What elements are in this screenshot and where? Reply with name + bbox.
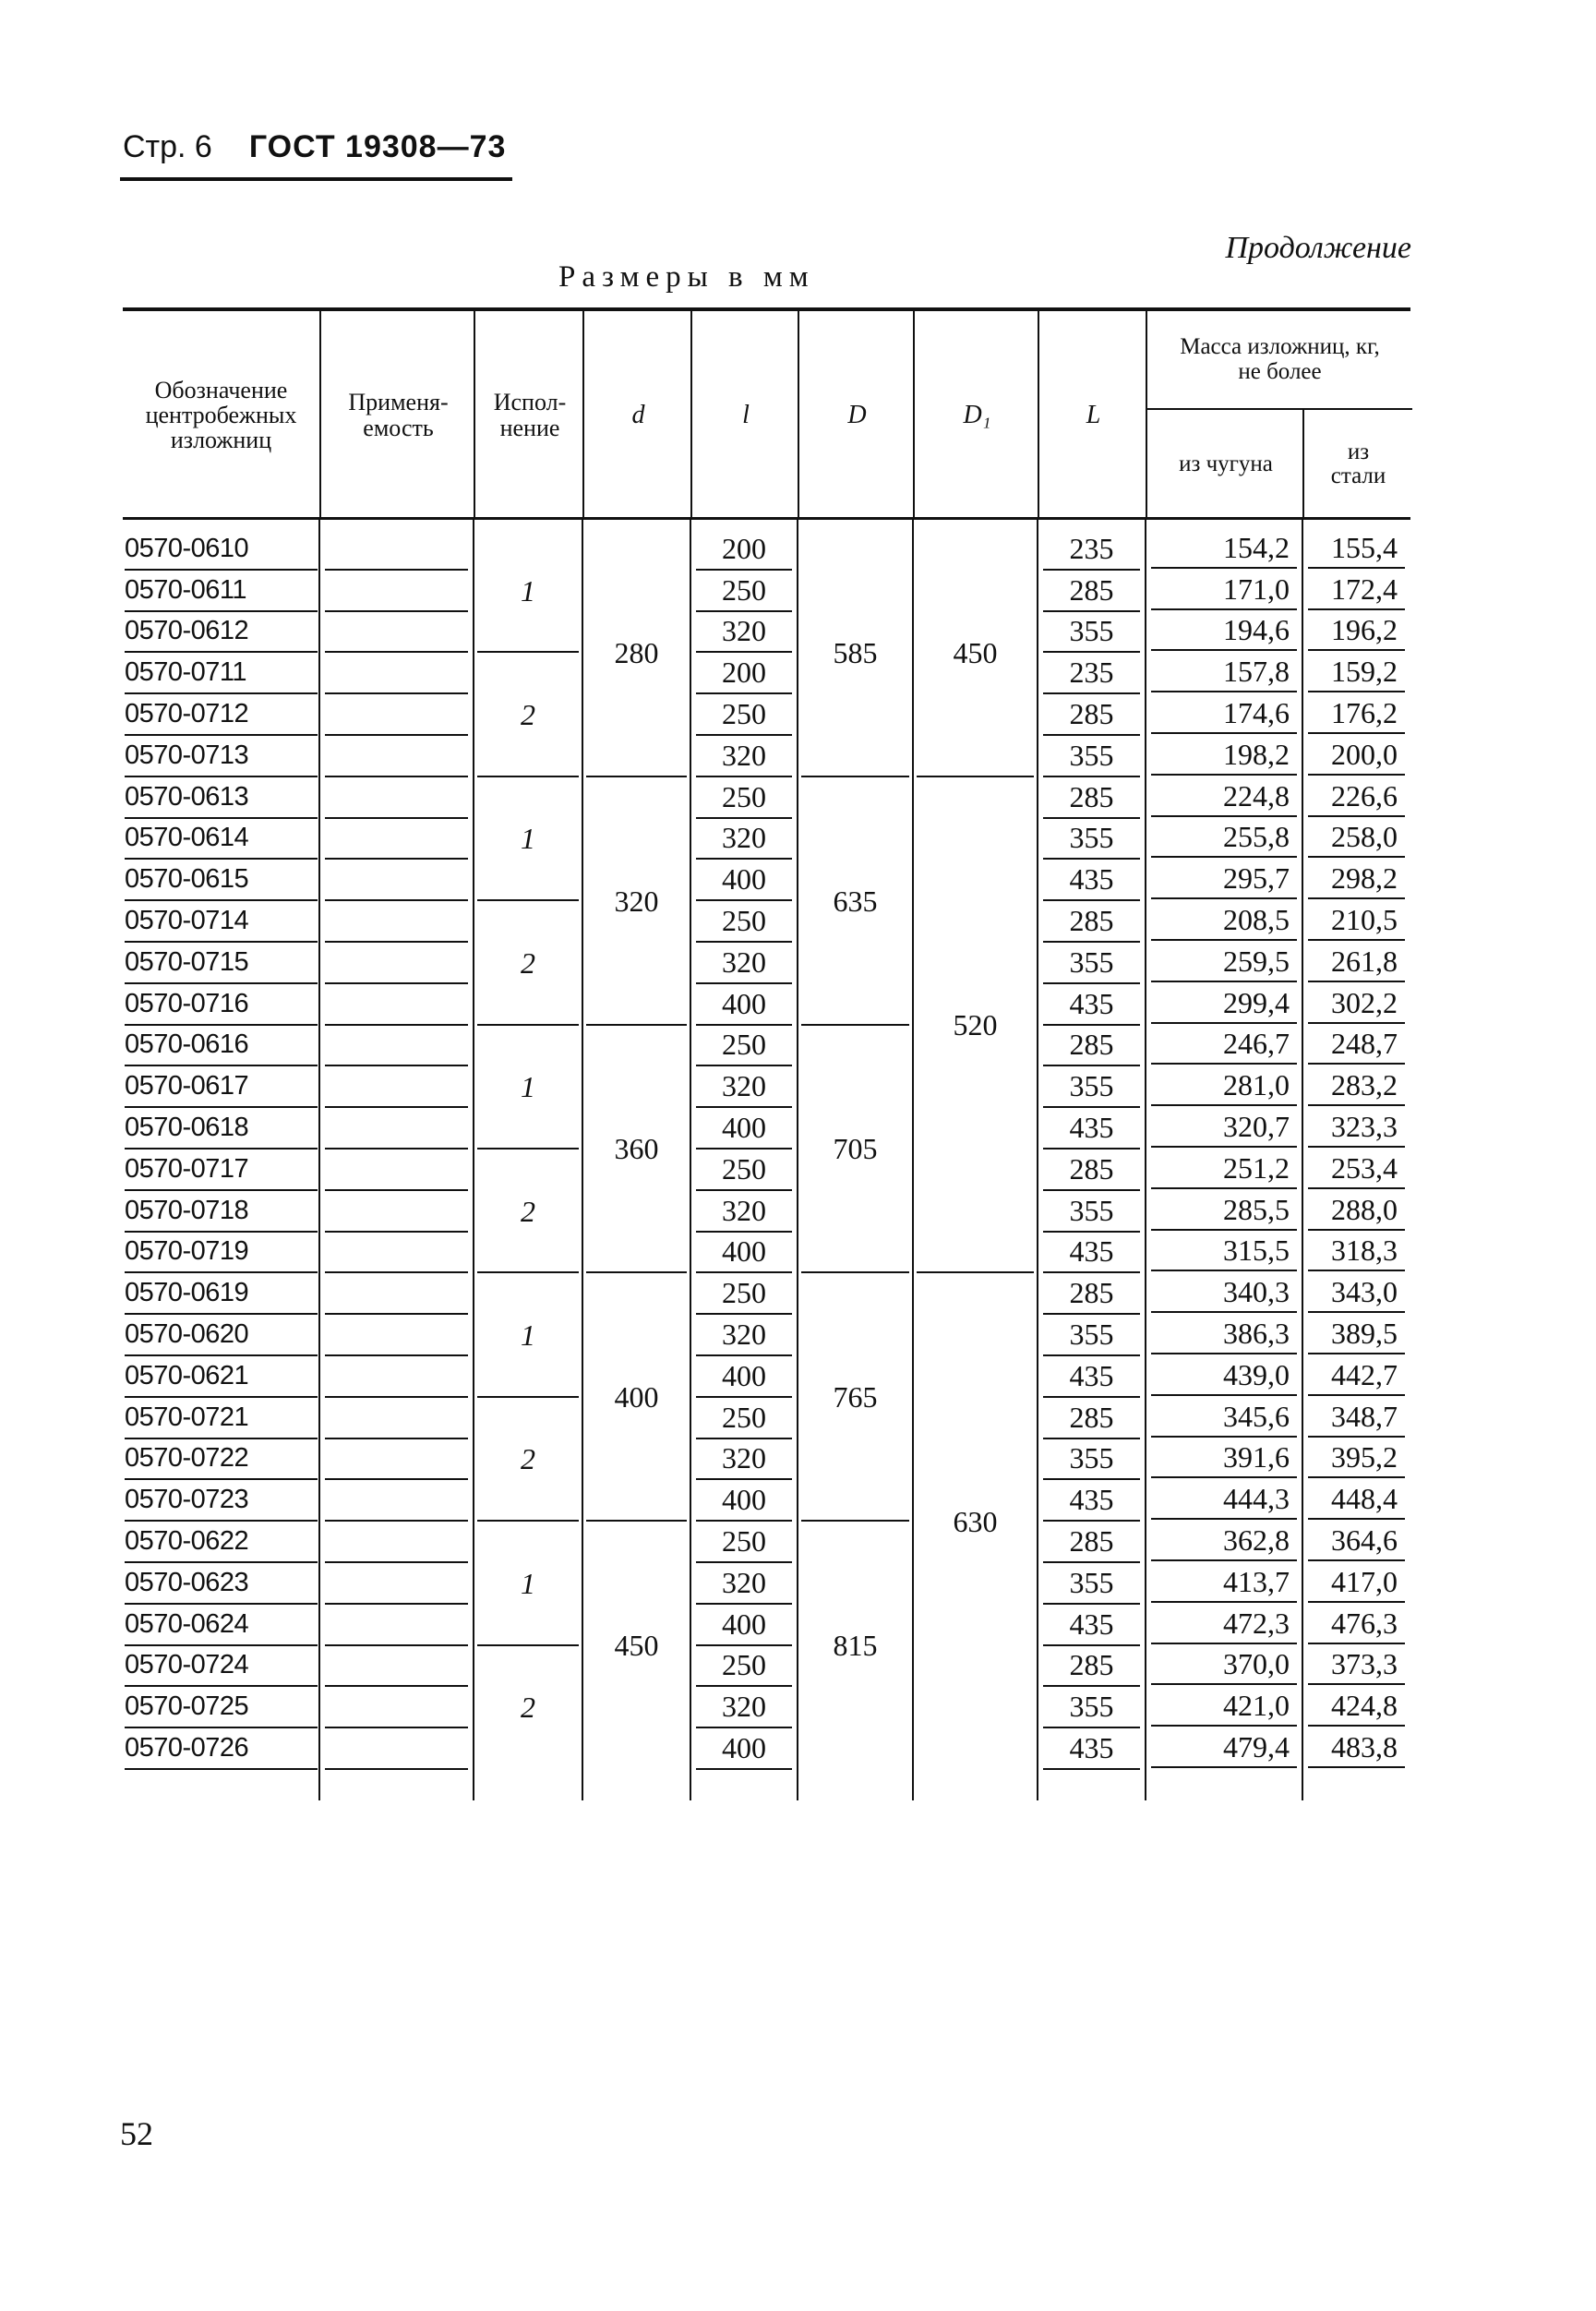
row-mass-iron: 439,0 [1151, 1356, 1297, 1396]
row-applicability [325, 1315, 468, 1356]
col-mass-iron-header [1146, 410, 1304, 519]
row-applicability [325, 612, 468, 654]
row-L-value: 355 [1043, 1315, 1140, 1356]
version-value: 1 [521, 573, 535, 608]
row-mass-iron: 370,0 [1151, 1646, 1297, 1686]
col-d-label: d [631, 400, 645, 429]
row-mass-steel: 302,2 [1308, 984, 1405, 1024]
row-designation: 0570-0622 [125, 1522, 318, 1563]
version-value: 1 [521, 1318, 535, 1353]
row-designation: 0570-0624 [125, 1605, 318, 1646]
row-L-value: 435 [1043, 1108, 1140, 1149]
row-designation: 0570-0723 [125, 1480, 318, 1522]
row-applicability [325, 1026, 468, 1067]
row-applicability [325, 653, 468, 694]
row-l-value: 320 [696, 1191, 792, 1233]
row-mass-iron: 295,7 [1151, 860, 1297, 899]
header-rule [120, 177, 512, 181]
row-applicability [325, 1191, 468, 1233]
row-l-value: 200 [696, 653, 792, 694]
col-mass-label: Масса изложниц, кг, не более [1180, 334, 1380, 384]
row-l-value: 320 [696, 736, 792, 777]
table-body [123, 520, 1410, 1800]
row-mass-iron: 285,5 [1151, 1191, 1297, 1231]
col-l-label: l [742, 400, 750, 429]
row-applicability [325, 1273, 468, 1315]
row-mass-steel: 343,0 [1308, 1273, 1405, 1313]
row-mass-iron: 340,3 [1151, 1273, 1297, 1313]
row-designation: 0570-0713 [125, 736, 318, 777]
row-designation: 0570-0610 [125, 529, 318, 571]
row-designation: 0570-0726 [125, 1728, 318, 1770]
row-designation: 0570-0620 [125, 1315, 318, 1356]
d-value: 280 [614, 635, 659, 669]
row-designation: 0570-0621 [125, 1356, 318, 1398]
row-mass-steel: 348,7 [1308, 1398, 1405, 1438]
row-mass-steel: 288,0 [1308, 1191, 1405, 1231]
version-value: 2 [521, 698, 535, 732]
row-mass-steel: 253,4 [1308, 1149, 1405, 1189]
row-L-value: 285 [1043, 694, 1140, 736]
row-applicability [325, 529, 468, 571]
row-mass-iron: 479,4 [1151, 1728, 1297, 1768]
row-L-value: 235 [1043, 529, 1140, 571]
row-mass-steel: 323,3 [1308, 1108, 1405, 1148]
row-L-value: 435 [1043, 1480, 1140, 1522]
row-l-value: 200 [696, 529, 792, 571]
row-l-value: 250 [696, 1398, 792, 1439]
row-mass-iron: 315,5 [1151, 1233, 1297, 1272]
standard-number: ГОСТ 19308—73 [248, 129, 507, 164]
row-L-value: 435 [1043, 1728, 1140, 1770]
row-mass-steel: 298,2 [1308, 860, 1405, 899]
row-mass-iron: 224,8 [1151, 777, 1297, 817]
row-mass-iron: 171,0 [1151, 571, 1297, 610]
d-value: 320 [614, 884, 659, 918]
col-d-header [582, 311, 692, 519]
column-divider [318, 520, 320, 1800]
version-value: 1 [521, 1566, 535, 1600]
row-designation: 0570-0717 [125, 1149, 318, 1191]
row-L-value: 435 [1043, 1356, 1140, 1398]
row-applicability [325, 860, 468, 901]
col-D-header [798, 311, 915, 519]
row-designation: 0570-0612 [125, 612, 318, 654]
row-l-value: 250 [696, 1149, 792, 1191]
row-L-value: 435 [1043, 984, 1140, 1026]
row-mass-steel: 442,7 [1308, 1356, 1405, 1396]
page-number: 52 [120, 2115, 153, 2152]
row-l-value: 320 [696, 1066, 792, 1108]
page-label: Стр. 6 [123, 129, 212, 164]
row-designation: 0570-0619 [125, 1273, 318, 1315]
page-header [123, 129, 506, 165]
row-mass-steel: 258,0 [1308, 819, 1405, 859]
row-mass-steel: 389,5 [1308, 1315, 1405, 1354]
row-mass-iron: 194,6 [1151, 612, 1297, 652]
col-designation-header [123, 311, 319, 519]
D1-value: 520 [953, 1008, 998, 1042]
D-value: 815 [833, 1629, 878, 1663]
row-mass-steel: 476,3 [1308, 1605, 1405, 1644]
row-applicability [325, 1439, 468, 1481]
row-l-value: 400 [696, 984, 792, 1026]
row-mass-iron: 255,8 [1151, 819, 1297, 859]
row-designation: 0570-0615 [125, 860, 318, 901]
row-mass-steel: 155,4 [1308, 529, 1405, 569]
row-mass-iron: 413,7 [1151, 1563, 1297, 1603]
col-D1-header [913, 311, 1039, 519]
row-mass-iron: 362,8 [1151, 1522, 1297, 1561]
row-applicability [325, 943, 468, 984]
version-value: 2 [521, 1442, 535, 1476]
row-designation: 0570-0714 [125, 901, 318, 943]
row-l-value: 320 [696, 943, 792, 984]
row-mass-iron: 154,2 [1151, 529, 1297, 569]
row-mass-steel: 424,8 [1308, 1687, 1405, 1727]
row-designation: 0570-0716 [125, 984, 318, 1026]
column-divider [473, 520, 474, 1800]
row-mass-iron: 320,7 [1151, 1108, 1297, 1148]
row-l-value: 250 [696, 571, 792, 612]
row-L-value: 285 [1043, 777, 1140, 819]
row-mass-steel: 159,2 [1308, 653, 1405, 692]
col-L-header [1038, 311, 1147, 519]
row-applicability [325, 1605, 468, 1646]
col-mass-steel-header [1302, 410, 1412, 519]
row-applicability [325, 571, 468, 612]
row-applicability [325, 1687, 468, 1728]
row-L-value: 355 [1043, 1563, 1140, 1605]
row-L-value: 285 [1043, 1026, 1140, 1067]
row-applicability [325, 1646, 468, 1688]
row-applicability [325, 694, 468, 736]
row-l-value: 250 [696, 777, 792, 819]
row-designation: 0570-0623 [125, 1563, 318, 1605]
column-divider [1037, 520, 1038, 1800]
row-designation: 0570-0711 [125, 653, 318, 694]
row-designation: 0570-0721 [125, 1398, 318, 1439]
row-designation: 0570-0722 [125, 1439, 318, 1481]
d-value: 360 [614, 1132, 659, 1166]
row-L-value: 285 [1043, 901, 1140, 943]
row-applicability [325, 1066, 468, 1108]
row-L-value: 285 [1043, 1522, 1140, 1563]
row-applicability [325, 1356, 468, 1398]
row-mass-steel: 395,2 [1308, 1439, 1405, 1479]
row-mass-iron: 198,2 [1151, 736, 1297, 776]
row-mass-steel: 226,6 [1308, 777, 1405, 817]
column-divider [797, 520, 798, 1800]
row-applicability [325, 984, 468, 1026]
row-designation: 0570-0616 [125, 1026, 318, 1067]
row-mass-steel: 248,7 [1308, 1026, 1405, 1065]
row-mass-iron: 444,3 [1151, 1480, 1297, 1520]
row-l-value: 320 [696, 1315, 792, 1356]
col-l-header [690, 311, 799, 519]
col-version-header [474, 311, 584, 519]
col-mass-steel-label: из стали [1330, 439, 1386, 488]
row-designation: 0570-0618 [125, 1108, 318, 1149]
row-L-value: 435 [1043, 860, 1140, 901]
row-mass-steel: 210,5 [1308, 901, 1405, 941]
row-mass-steel: 200,0 [1308, 736, 1405, 776]
continuation-label: Продолжение [1225, 231, 1411, 265]
row-l-value: 250 [696, 1646, 792, 1688]
col-version-label: Испол-нение [493, 389, 567, 441]
row-L-value: 285 [1043, 571, 1140, 612]
row-applicability [325, 777, 468, 819]
row-applicability [325, 1233, 468, 1274]
row-l-value: 250 [696, 901, 792, 943]
row-l-value: 320 [696, 612, 792, 654]
row-L-value: 355 [1043, 612, 1140, 654]
version-value: 1 [521, 1070, 535, 1104]
row-designation: 0570-0614 [125, 819, 318, 861]
D-value: 765 [833, 1380, 878, 1414]
row-mass-iron: 472,3 [1151, 1605, 1297, 1644]
row-mass-steel: 261,8 [1308, 943, 1405, 982]
row-mass-iron: 345,6 [1151, 1398, 1297, 1438]
row-mass-steel: 318,3 [1308, 1233, 1405, 1272]
D1-value: 450 [953, 635, 998, 669]
version-value: 2 [521, 1194, 535, 1228]
D1-value: 630 [953, 1504, 998, 1538]
col-designation-label: Обозначение центробежных изложниц [145, 376, 297, 454]
row-l-value: 400 [696, 1728, 792, 1770]
row-mass-iron: 246,7 [1151, 1026, 1297, 1065]
row-l-value: 250 [696, 1273, 792, 1315]
row-mass-iron: 259,5 [1151, 943, 1297, 982]
row-l-value: 250 [696, 1522, 792, 1563]
row-l-value: 250 [696, 694, 792, 736]
row-mass-steel: 373,3 [1308, 1646, 1405, 1686]
col-applicability-header [319, 311, 475, 519]
column-divider [582, 520, 583, 1800]
row-L-value: 435 [1043, 1605, 1140, 1646]
D-value: 635 [833, 884, 878, 918]
version-value: 2 [521, 945, 535, 980]
row-l-value: 400 [696, 1108, 792, 1149]
units-label: Размеры в мм [558, 260, 815, 294]
row-applicability [325, 1563, 468, 1605]
row-L-value: 435 [1043, 1233, 1140, 1274]
col-D1-label: D₁ [963, 400, 991, 429]
row-mass-steel: 364,6 [1308, 1522, 1405, 1561]
row-l-value: 400 [696, 1356, 792, 1398]
row-mass-iron: 386,3 [1151, 1315, 1297, 1354]
row-applicability [325, 1149, 468, 1191]
row-mass-iron: 251,2 [1151, 1149, 1297, 1189]
col-applicability-label: Применя-емость [348, 389, 449, 441]
row-L-value: 355 [1043, 1066, 1140, 1108]
row-applicability [325, 1108, 468, 1149]
version-value: 2 [521, 1691, 535, 1725]
column-divider [912, 520, 914, 1800]
row-mass-steel: 448,4 [1308, 1480, 1405, 1520]
col-mass-iron-label: из чугуна [1179, 451, 1273, 476]
row-mass-steel: 176,2 [1308, 694, 1405, 734]
row-L-value: 355 [1043, 1439, 1140, 1481]
row-l-value: 320 [696, 1687, 792, 1728]
row-applicability [325, 1398, 468, 1439]
row-L-value: 355 [1043, 1191, 1140, 1233]
row-designation: 0570-0613 [125, 777, 318, 819]
row-L-value: 285 [1043, 1398, 1140, 1439]
col-L-label: L [1086, 400, 1101, 429]
row-designation: 0570-0724 [125, 1646, 318, 1688]
row-applicability [325, 901, 468, 943]
row-designation: 0570-0712 [125, 694, 318, 736]
row-applicability [325, 736, 468, 777]
row-applicability [325, 1522, 468, 1563]
col-mass-header [1146, 311, 1412, 410]
version-value: 1 [521, 822, 535, 856]
row-mass-iron: 421,0 [1151, 1687, 1297, 1727]
column-divider [1145, 520, 1146, 1800]
row-applicability [325, 1728, 468, 1770]
row-mass-steel: 283,2 [1308, 1066, 1405, 1106]
row-designation: 0570-0719 [125, 1233, 318, 1274]
row-L-value: 355 [1043, 819, 1140, 861]
row-L-value: 285 [1043, 1149, 1140, 1191]
row-L-value: 355 [1043, 943, 1140, 984]
row-l-value: 320 [696, 1563, 792, 1605]
column-divider [690, 520, 691, 1800]
row-l-value: 400 [696, 1605, 792, 1646]
row-mass-iron: 299,4 [1151, 984, 1297, 1024]
row-l-value: 250 [696, 1026, 792, 1067]
row-mass-iron: 174,6 [1151, 694, 1297, 734]
row-designation: 0570-0611 [125, 571, 318, 612]
row-designation: 0570-0617 [125, 1066, 318, 1108]
row-designation: 0570-0725 [125, 1687, 318, 1728]
row-designation: 0570-0715 [125, 943, 318, 984]
row-mass-steel: 417,0 [1308, 1563, 1405, 1603]
row-mass-iron: 208,5 [1151, 901, 1297, 941]
row-l-value: 400 [696, 860, 792, 901]
row-mass-iron: 281,0 [1151, 1066, 1297, 1106]
row-L-value: 285 [1043, 1273, 1140, 1315]
row-L-value: 355 [1043, 736, 1140, 777]
row-L-value: 285 [1043, 1646, 1140, 1688]
row-l-value: 400 [696, 1480, 792, 1522]
d-value: 400 [614, 1380, 659, 1414]
row-mass-steel: 196,2 [1308, 612, 1405, 652]
row-mass-steel: 483,8 [1308, 1728, 1405, 1768]
d-value: 450 [614, 1629, 659, 1663]
row-mass-steel: 172,4 [1308, 571, 1405, 610]
col-D-label: D [847, 400, 867, 429]
D-value: 585 [833, 635, 878, 669]
row-l-value: 320 [696, 1439, 792, 1481]
row-L-value: 235 [1043, 653, 1140, 694]
D-value: 705 [833, 1132, 878, 1166]
row-mass-iron: 157,8 [1151, 653, 1297, 692]
row-mass-iron: 391,6 [1151, 1439, 1297, 1479]
row-l-value: 400 [696, 1233, 792, 1274]
row-applicability [325, 819, 468, 861]
row-L-value: 355 [1043, 1687, 1140, 1728]
row-l-value: 320 [696, 819, 792, 861]
column-divider [1302, 520, 1303, 1800]
row-designation: 0570-0718 [125, 1191, 318, 1233]
table-header [123, 311, 1410, 519]
row-applicability [325, 1480, 468, 1522]
